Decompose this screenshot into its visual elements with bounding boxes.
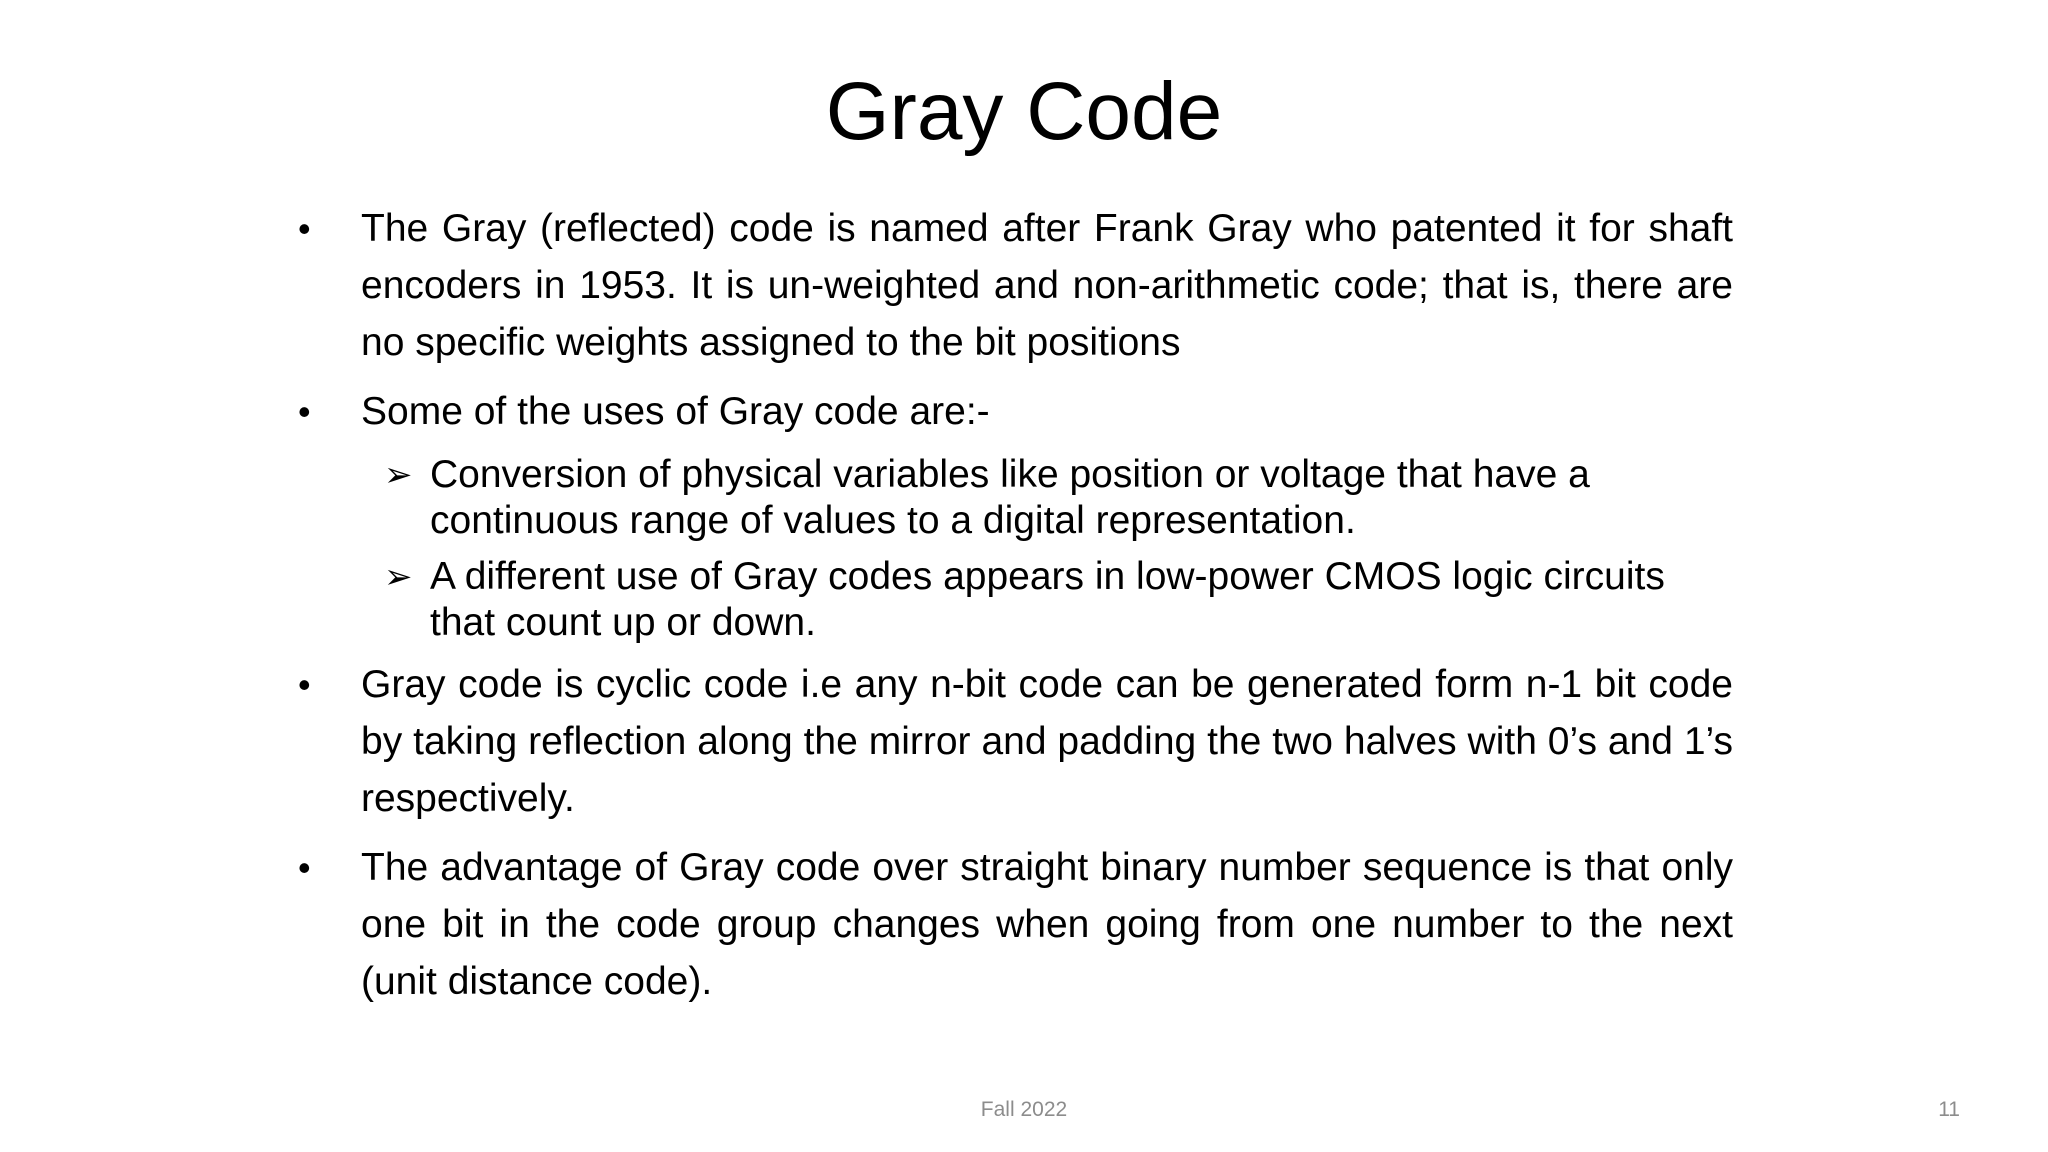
bullet-dot-icon: • (298, 391, 311, 432)
bullet-text: Gray code is cyclic code i.e any n-bit code can be generated form n-1 bit code by taking reflection along the mirror and padding the two halves with 0’s and 1’s respectively. (361, 663, 1733, 820)
bullet-dot-icon: • (298, 664, 311, 705)
sub-bullet-text: A different use of Gray codes appears in low-power CMOS logic circuits that count up or down. (430, 555, 1665, 644)
bullet-dot-icon: • (298, 208, 311, 249)
bullet-text: Some of the uses of Gray code are:- (361, 390, 990, 433)
arrow-bullet-icon: ➢ (384, 558, 413, 596)
sub-bullet-list (298, 452, 1733, 646)
sub-bullet-text: Conversion of physical variables like position or voltage that have a continuous range of values to a digital representation. (430, 453, 1590, 542)
bullet-text: The Gray (reflected) code is named after Frank Gray who patented it for shaft encoders in 1953. It is un-weighted and non-arithmetic code; that is, there are no specific weights assigned to the bit positions (361, 207, 1733, 364)
bullet-item (298, 839, 1733, 1010)
arrow-bullet-icon: ➢ (384, 456, 413, 494)
slide-number: 11 (1938, 1098, 1960, 1121)
bullet-item (298, 383, 1733, 440)
bullet-item (298, 200, 1733, 371)
bullet-dot-icon: • (298, 847, 311, 888)
slide-title: Gray Code (825, 66, 1223, 157)
footer-text: Fall 2022 (980, 1098, 1068, 1121)
bullet-item (298, 656, 1733, 827)
slide-body (298, 200, 1733, 1022)
sub-bullet-item (298, 554, 1733, 646)
sub-bullet-item (298, 452, 1733, 544)
bullet-text: The advantage of Gray code over straight binary number sequence is that only one bit in the code group changes when going from one number to the next (unit distance code). (361, 846, 1733, 1003)
